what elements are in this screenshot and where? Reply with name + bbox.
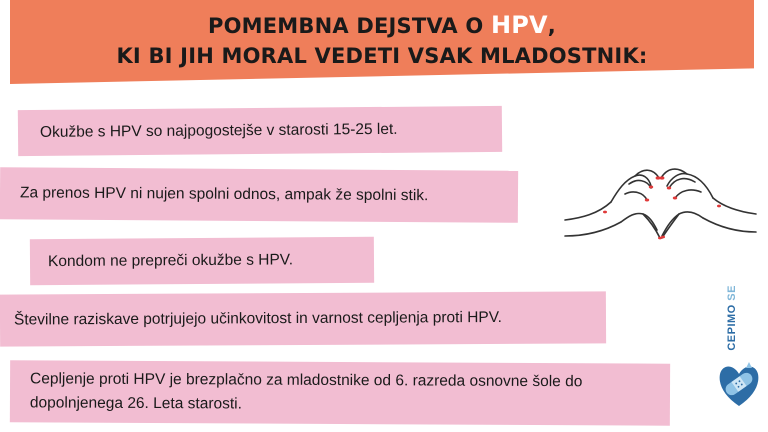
logo-main-text: CEPIMO	[726, 304, 738, 351]
fact-box-2	[0, 167, 518, 223]
heart-hands-icon	[563, 160, 758, 252]
title-line-1	[10, 10, 754, 41]
title-line-2: KI BI JIH MORAL VEDETI VSAK MLADOSTNIK:	[116, 44, 648, 68]
logo-suffix-text: SE	[726, 285, 738, 301]
title-suffix: ,	[547, 14, 556, 38]
fact-text: Številne raziskave potrjujejo učinkovitost in varnost cepljenja proti HPV.	[13, 308, 502, 329]
fact-box-5	[10, 360, 670, 425]
fact-text: Cepljenje proti HPV je brezplačno za mladostnike od 6. razreda osnovne šole do dopolnjenega 26. Leta starosti.	[29, 370, 583, 413]
cepimo-se-logo-icon	[716, 340, 762, 410]
page-title	[10, 10, 754, 71]
fact-box-3	[30, 237, 374, 285]
fact-text: Okužbe s HPV so najpogostejše v starosti 15-25 let.	[39, 120, 398, 141]
title-prefix: POMEMBNA DEJSTVA O	[208, 14, 491, 38]
fact-text: Kondom ne prepreči okužbe s HPV.	[47, 251, 294, 271]
fact-box-4	[0, 291, 606, 346]
title-highlight: HPV	[490, 11, 548, 39]
fact-text: Za prenos HPV ni nujen spolni odnos, ampak že spolni stik.	[19, 184, 429, 205]
fact-box-1	[18, 106, 502, 156]
